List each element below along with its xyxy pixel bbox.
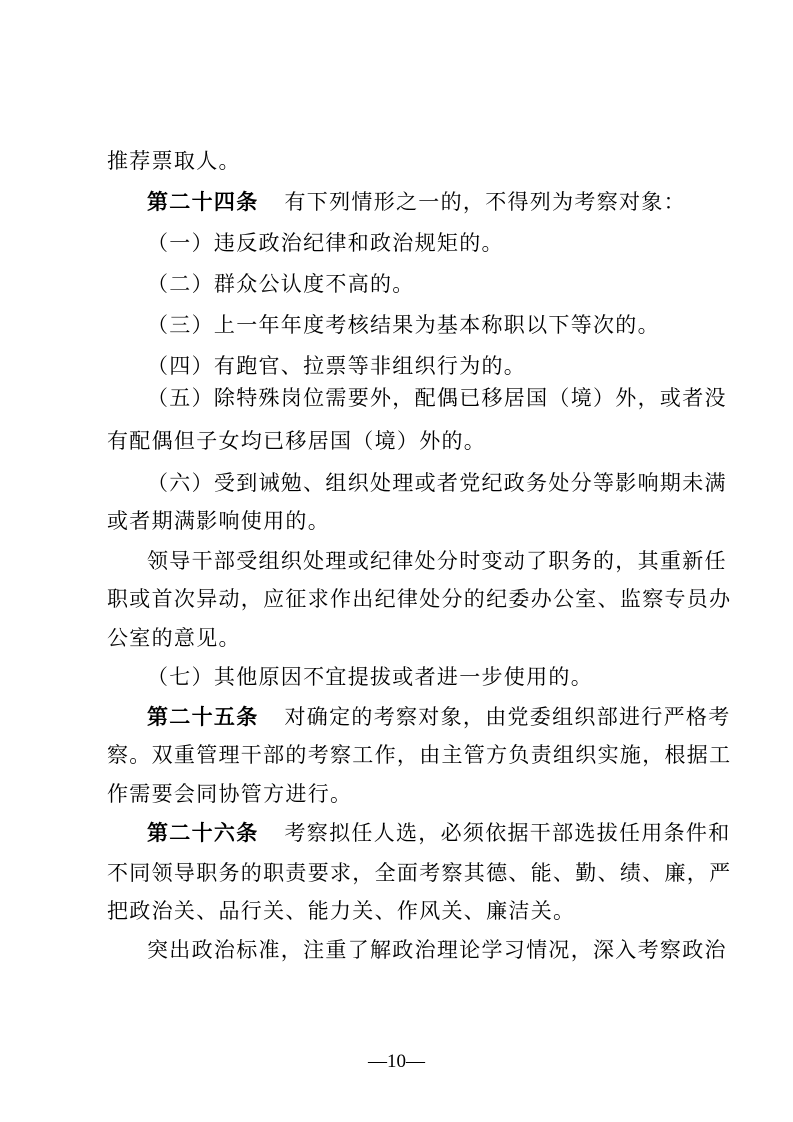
text-line (107, 586, 731, 612)
text-segment: 突出政治标准，注重了解政治理论学习情况，深入考察政治 (147, 938, 727, 962)
text-line (147, 704, 731, 730)
text-segment: 考察拟任人选，必须依据干部选拔任用条件和 (284, 821, 731, 845)
text-line (147, 470, 727, 496)
page-number: —10— (368, 1051, 425, 1072)
text-line (107, 428, 486, 454)
text-line (147, 385, 727, 411)
text-segment: （七）其他原因不宜提拔或者进一步使用的。 (147, 665, 593, 689)
article-heading: 第二十五条 (147, 704, 259, 729)
article-heading: 第二十四条 (147, 189, 259, 214)
text-line (107, 898, 575, 924)
text-line (107, 781, 352, 807)
text-segment: 领导干部受组织处理或纪律处分时变动了职务的，其重新任 (147, 549, 727, 573)
text-line (147, 548, 727, 574)
text-line (107, 860, 731, 886)
text-segment: 推荐票取人。 (107, 149, 241, 173)
text-segment: （二）群众公认度不高的。 (147, 272, 415, 296)
text-segment: 察。双重管理干部的考察工作，由主管方负责组织实施，根据工 (107, 743, 732, 767)
text-segment: 作需要会同协管方进行。 (107, 782, 353, 806)
text-line (147, 820, 731, 846)
text-line (107, 148, 241, 174)
text-line (147, 271, 415, 297)
article-heading: 第二十六条 (147, 820, 259, 845)
text-line (147, 937, 727, 963)
text-line (147, 230, 504, 256)
text-line (107, 742, 731, 768)
text-segment: （一）违反政治纪律和政治规矩的。 (147, 231, 504, 255)
text-segment: （三）上一年年度考核结果为基本称职以下等次的。 (147, 313, 660, 337)
text-segment: 公室的意见。 (107, 626, 241, 650)
text-line (147, 189, 686, 215)
text-segment: （四）有跑官、拉票等非组织行为的。 (147, 354, 527, 378)
text-line (147, 353, 526, 379)
text-segment: 有配偶但子女均已移居国（境）外的。 (107, 429, 487, 453)
text-segment: 把政治关、品行关、能力关、作风关、廉洁关。 (107, 899, 576, 923)
text-segment: 有下列情形之一的，不得列为考察对象： (284, 190, 686, 214)
text-segment: 对确定的考察对象，由党委组织部进行严格考 (284, 705, 731, 729)
text-line (107, 508, 330, 534)
text-segment: 不同领导职务的职责要求，全面考察其德、能、勤、绩、廉，严 (107, 861, 732, 885)
text-line (147, 312, 660, 338)
text-segment: （五）除特殊岗位需要外，配偶已移居国（境）外，或者没 (147, 386, 727, 410)
text-line (147, 664, 593, 690)
text-segment: 或者期满影响使用的。 (107, 509, 330, 533)
text-segment: （六）受到诫勉、组织处理或者党纪政务处分等影响期未满 (147, 471, 727, 495)
text-line (107, 625, 241, 651)
text-segment: 职或首次异动，应征求作出纪律处分的纪委办公室、监察专员办 (107, 587, 732, 611)
